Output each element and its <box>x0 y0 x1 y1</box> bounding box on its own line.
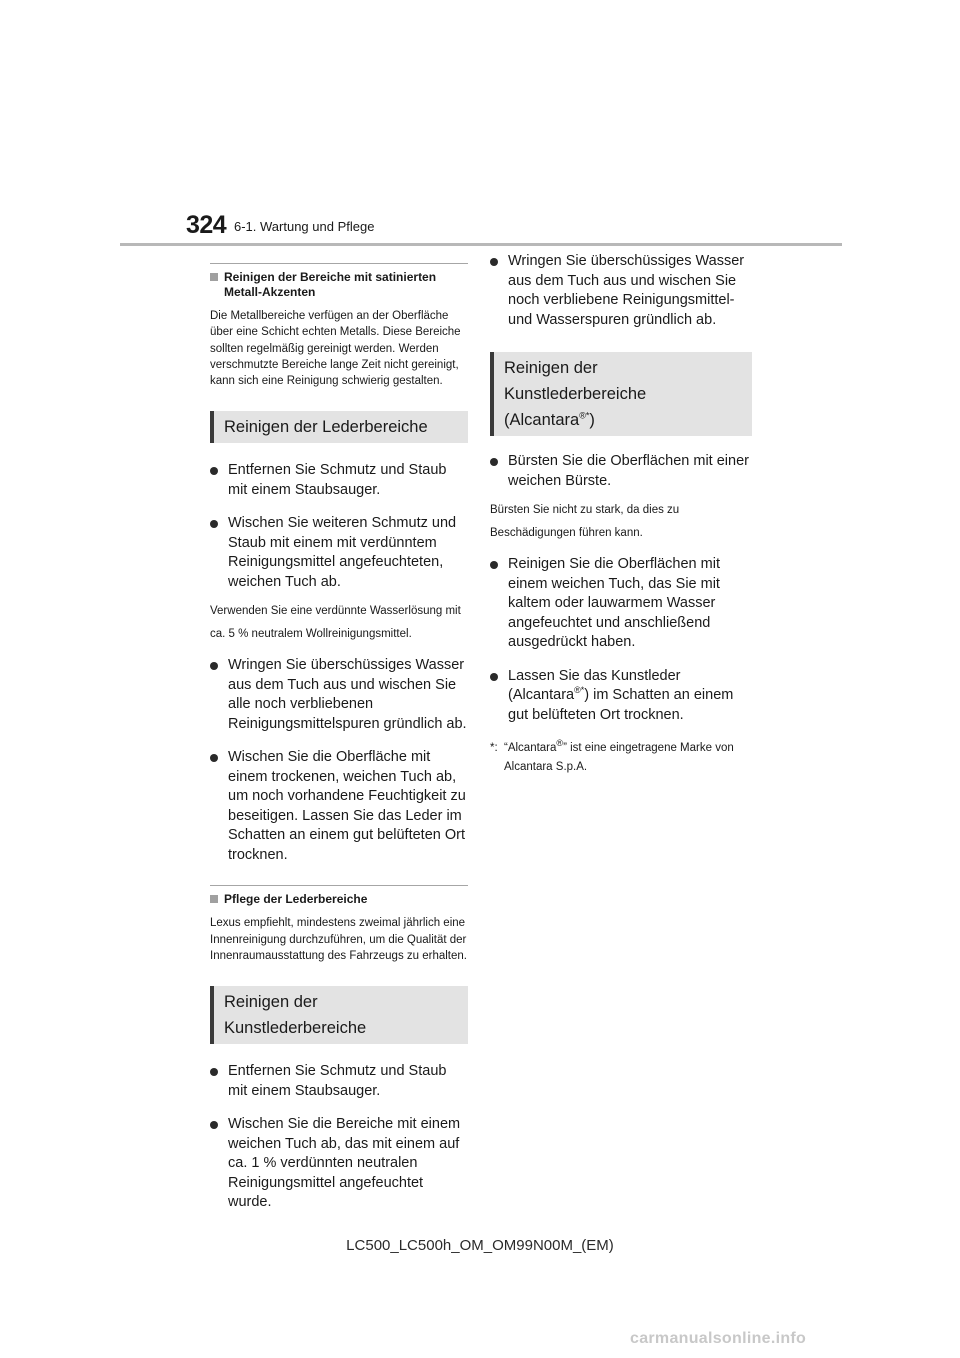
bullet-dot-icon <box>490 673 498 681</box>
section-heading-alcantara <box>490 352 752 436</box>
care-paragraph: Lexus empfiehlt, mindestens zweimal jährlich eine Innenreinigung durchzuführen, um die Qualität der Innenraumausstattung des Fahrzeugs zu erhalten. <box>210 917 467 963</box>
section-heading-line-1: Reinigen der Kunstlederbereiche <box>504 359 647 403</box>
metal-paragraph: Die Metallbereiche verfügen an der Oberfläche über eine Schicht echten Metalls. Diese Bereiche sollten regelmäßig gereinigt werden. Werden verschmutzte Bereiche lange Zeit nicht gereinigt, kann sich eine Reinigung schwierig gestalten. <box>210 310 461 388</box>
section-heading-line-2: (Alcantara®*) <box>504 410 595 429</box>
list-item: Wringen Sie überschüssiges Wasser aus dem Tuch aus und wischen Sie noch verbliebene Reinigungsmittel- und Wasserspuren gründlich ab. <box>490 252 752 330</box>
bullet-dot-icon <box>210 1121 218 1129</box>
subsection-rule <box>210 263 468 264</box>
header-rule <box>120 243 842 246</box>
square-bullet-icon <box>210 273 218 281</box>
bullet-dot-icon <box>210 467 218 475</box>
subsection-heading-metal <box>210 270 468 300</box>
leather-note: Verwenden Sie eine verdünnte Wasserlösung mit ca. 5 % neutralem Wollreinigungsmittel. <box>210 605 461 641</box>
list-item: Reinigen Sie die Oberflächen mit einem weichen Tuch, das Sie mit kaltem oder lauwarmem Wasser angefeuchtet und anschließend ausgedrückt haben. <box>490 555 752 653</box>
bullet-dot-icon <box>210 520 218 528</box>
section-heading-synthetic-leather: Reinigen der Kunstlederbereiche <box>210 986 468 1044</box>
subsection-heading-text: Reinigen der Bereiche mit satinierten Metall-Akzenten <box>224 270 437 299</box>
footnote-text: “Alcantara®” ist eine eingetragene Marke von Alcantara S.p.A. <box>504 738 734 773</box>
bullet-dot-icon <box>490 258 498 266</box>
subsection-heading-text: Pflege der Lederbereiche <box>224 892 368 907</box>
subsection-rule <box>210 885 468 886</box>
alcantara-note: Bürsten Sie nicht zu stark, da dies zu Beschädigungen führen kann. <box>490 504 680 539</box>
square-bullet-icon <box>210 895 218 903</box>
list-item: Wischen Sie die Bereiche mit einem weichen Tuch ab, das mit einem auf ca. 1 % verdünnten neutralen Reinigungsmittel angefeuchtet wurde. <box>210 1115 468 1213</box>
footnote <box>490 739 752 777</box>
list-item: Entfernen Sie Schmutz und Staub mit einem Staubsauger. <box>210 461 468 500</box>
footer-document-code: LC500_LC500h_OM_OM99N00M_(EM) <box>346 1237 614 1254</box>
list-item: Wischen Sie die Oberfläche mit einem trockenen, weichen Tuch ab, um noch vorhandene Feuchtigkeit zu beseitigen. Lassen Sie das Leder im Schatten an einem gut belüfteten Ort trocknen. <box>210 748 468 865</box>
right-column <box>490 252 752 777</box>
bullet-dot-icon <box>210 754 218 762</box>
bullet-dot-icon <box>210 1068 218 1076</box>
watermark: carmanualsonline.info <box>630 1330 807 1347</box>
footnote-marker: *: <box>490 742 498 754</box>
subsection-heading-care <box>210 892 468 907</box>
bullet-dot-icon <box>210 662 218 670</box>
list-item: Bürsten Sie die Oberflächen mit einer weichen Bürste. <box>490 452 752 491</box>
list-item: Entfernen Sie Schmutz und Staub mit einem Staubsauger. <box>210 1062 468 1101</box>
page-number: 324 <box>186 211 227 239</box>
bullet-dot-icon <box>490 458 498 466</box>
list-item: Wringen Sie überschüssiges Wasser aus dem Tuch aus und wischen Sie alle noch verbliebenen Reinigungsmittelspuren gründlich ab. <box>210 656 468 734</box>
list-item: Wischen Sie weiteren Schmutz und Staub mit einem mit verdünntem Reinigungsmittel angefeuchteten, weichen Tuch ab. <box>210 514 468 592</box>
left-column <box>210 263 468 1227</box>
section-heading-leather: Reinigen der Lederbereiche <box>210 411 468 443</box>
section-title: 6-1. Wartung und Pflege <box>234 219 375 234</box>
bullet-dot-icon <box>490 561 498 569</box>
list-item: Lassen Sie das Kunstleder (Alcantara®*) im Schatten an einem gut belüfteten Ort trocknen. <box>490 667 752 726</box>
